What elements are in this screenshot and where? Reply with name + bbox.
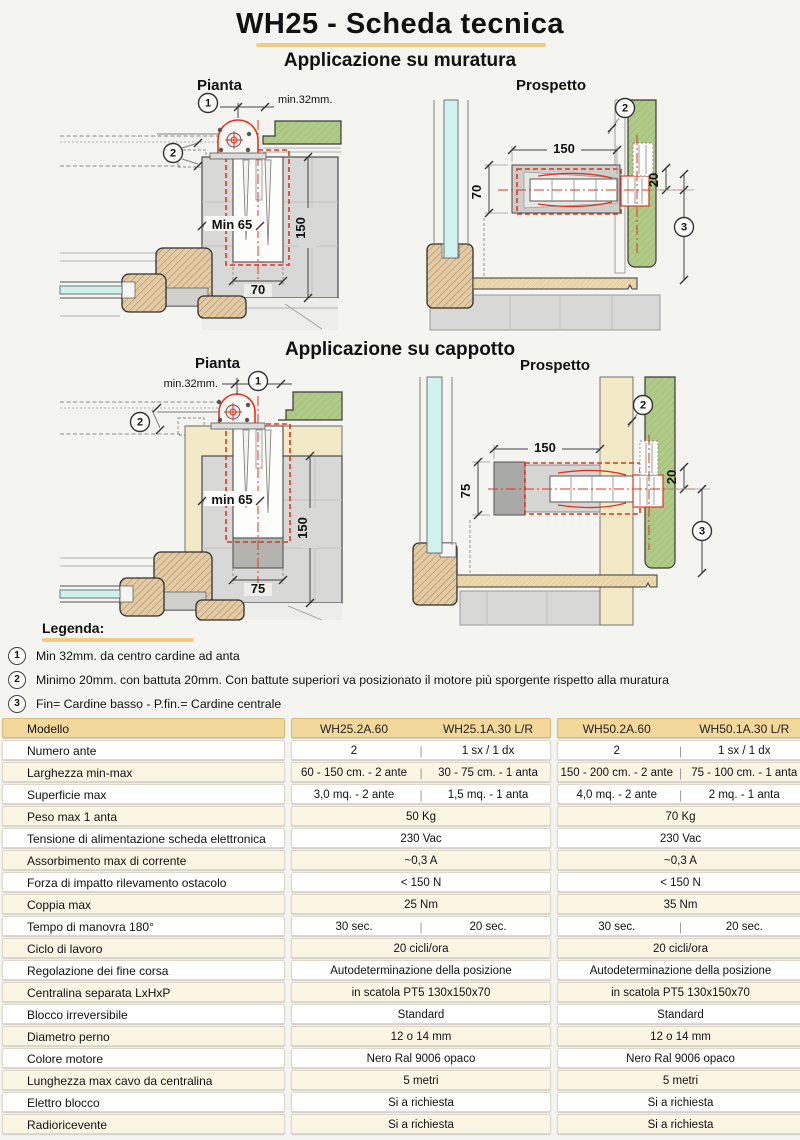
cell-value: Autodeterminazione della posizione bbox=[330, 965, 512, 977]
cell-value: 5 metri bbox=[662, 1075, 699, 1087]
row-values-wh50 bbox=[557, 1114, 800, 1134]
dim-min65 bbox=[198, 491, 264, 507]
cell-value: Si a richiesta bbox=[647, 1119, 714, 1131]
view-label-pianta-muratura: Pianta bbox=[197, 77, 243, 94]
cell-value: < 150 N bbox=[400, 877, 442, 889]
row-label: Peso max 1 anta bbox=[2, 806, 285, 826]
row-values-wh50 bbox=[557, 828, 800, 848]
cell-divider: | bbox=[419, 920, 423, 934]
row-values-wh50 bbox=[557, 894, 800, 914]
legend-title: Legenda: bbox=[42, 620, 105, 636]
ref-circle-3 bbox=[675, 218, 694, 237]
cell-value: in scatola PT5 130x150x70 bbox=[611, 987, 750, 999]
row-values-wh25 bbox=[291, 1026, 551, 1046]
row-label: Forza di impatto rilevamento ostacolo bbox=[2, 872, 285, 892]
row-label: Ciclo di lavoro bbox=[2, 938, 285, 958]
svg-text:75: 75 bbox=[250, 581, 266, 596]
title-underline bbox=[256, 43, 546, 47]
row-values-wh50 bbox=[557, 1026, 800, 1046]
row-values-wh25 bbox=[291, 850, 551, 870]
header-model: WH25.1A.30 L/R bbox=[442, 722, 534, 736]
row-label: Superficie max bbox=[2, 784, 285, 804]
cell-value: 20 cicli/ora bbox=[653, 943, 708, 955]
cell-divider: | bbox=[419, 766, 423, 780]
cell-value: 60 - 150 cm. - 2 ante bbox=[300, 767, 408, 779]
row-label: Radioricevente bbox=[2, 1114, 285, 1134]
table-row bbox=[0, 828, 800, 848]
cell-value: 2 mq. - 1 anta bbox=[708, 789, 780, 801]
window-sill bbox=[473, 278, 637, 289]
dim-min32 bbox=[220, 94, 332, 118]
table-row bbox=[0, 1026, 800, 1046]
cell-value: ~0,3 A bbox=[664, 855, 697, 867]
legend-ref-badge-2: 2 bbox=[8, 671, 26, 689]
legend-ref-badge-3: 3 bbox=[8, 695, 26, 713]
cell-divider: | bbox=[678, 766, 683, 780]
cell-value: in scatola PT5 130x150x70 bbox=[351, 987, 491, 999]
hinge-plan bbox=[211, 394, 265, 429]
drawing-prospetto-muratura bbox=[400, 88, 800, 333]
row-values-wh25 bbox=[291, 916, 551, 936]
cell-value: 1 sx / 1 dx bbox=[718, 745, 771, 757]
header-model: WH50.2A.60 bbox=[582, 722, 651, 736]
table-row bbox=[0, 982, 800, 1002]
window-frame-elevation bbox=[413, 377, 457, 605]
ref-circle-2 bbox=[634, 396, 653, 415]
svg-text:20: 20 bbox=[646, 172, 661, 188]
legend-underline bbox=[42, 638, 194, 642]
row-label: Centralina separata LxHxP bbox=[2, 982, 285, 1002]
row-values-wh50 bbox=[557, 740, 800, 760]
row-values-wh50 bbox=[557, 916, 800, 936]
ref-circle-2 bbox=[164, 144, 183, 163]
table-row bbox=[0, 740, 800, 760]
table-row bbox=[0, 894, 800, 914]
header-model: WH25.2A.60 bbox=[319, 722, 389, 736]
cell-value: 70 Kg bbox=[665, 811, 696, 823]
wall-elevation bbox=[460, 591, 602, 625]
ref-circle-1 bbox=[199, 94, 218, 113]
svg-text:2: 2 bbox=[621, 102, 629, 115]
drawing-pianta-muratura bbox=[60, 90, 400, 330]
svg-text:150: 150 bbox=[553, 141, 575, 156]
cell-value: ~0,3 A bbox=[404, 855, 438, 867]
cell-value: Si a richiesta bbox=[647, 1097, 714, 1109]
cell-value: Si a richiesta bbox=[388, 1119, 454, 1131]
table-row bbox=[0, 872, 800, 892]
view-label-prospetto-muratura: Prospetto bbox=[516, 77, 587, 94]
dim-75 bbox=[458, 458, 490, 573]
drawing-prospetto-cappotto bbox=[400, 365, 800, 625]
cell-divider: | bbox=[419, 788, 423, 802]
row-values-wh25 bbox=[291, 762, 551, 782]
row-values-wh50 bbox=[557, 982, 800, 1002]
window-sill bbox=[457, 575, 657, 587]
row-values-wh25 bbox=[291, 1070, 551, 1090]
svg-text:3: 3 bbox=[680, 221, 688, 234]
row-values-wh25 bbox=[291, 872, 551, 892]
row-label: Coppia max bbox=[2, 894, 285, 914]
svg-text:70: 70 bbox=[469, 184, 484, 200]
cell-value: 1,5 mq. - 1 anta bbox=[447, 789, 529, 801]
green-lintel-profile bbox=[263, 121, 341, 144]
table-row bbox=[0, 916, 800, 936]
table-header-row bbox=[0, 718, 800, 738]
glass-pane bbox=[444, 100, 458, 258]
row-values-wh25 bbox=[291, 828, 551, 848]
row-values-wh50 bbox=[557, 1004, 800, 1024]
svg-text:1: 1 bbox=[204, 97, 212, 110]
svg-text:2: 2 bbox=[169, 147, 177, 160]
header-group-wh50 bbox=[557, 718, 800, 738]
row-values-wh50 bbox=[557, 1092, 800, 1112]
cell-value: Nero Ral 9006 opaco bbox=[626, 1053, 735, 1065]
header-model: WH50.1A.30 L/R bbox=[699, 722, 790, 736]
row-values-wh50 bbox=[557, 872, 800, 892]
svg-text:2: 2 bbox=[639, 399, 647, 412]
table-row bbox=[0, 806, 800, 826]
row-values-wh25 bbox=[291, 960, 551, 980]
cell-value: 50 Kg bbox=[405, 811, 437, 823]
view-label-pianta-cappotto: Pianta bbox=[195, 355, 241, 372]
svg-text:1: 1 bbox=[254, 375, 262, 388]
svg-text:min 65: min 65 bbox=[211, 492, 253, 507]
row-label: Elettro blocco bbox=[2, 1092, 285, 1112]
green-lintel-profile bbox=[278, 392, 342, 420]
cell-value: 3,0 mq. - 2 ante bbox=[313, 789, 395, 801]
cell-value: Standard bbox=[657, 1009, 704, 1021]
cell-value: 35 Nm bbox=[663, 899, 698, 911]
table-row bbox=[0, 762, 800, 782]
glass-pane bbox=[427, 377, 442, 553]
table-body bbox=[0, 740, 800, 1134]
spec-table bbox=[0, 718, 800, 1136]
cell-value: 12 o 14 mm bbox=[650, 1031, 711, 1043]
cell-value: 20 sec. bbox=[469, 921, 507, 933]
row-values-wh25 bbox=[291, 1092, 551, 1112]
table-row bbox=[0, 784, 800, 804]
row-values-wh25 bbox=[291, 1004, 551, 1024]
row-values-wh50 bbox=[557, 850, 800, 870]
svg-text:150: 150 bbox=[293, 217, 308, 239]
cell-value: Standard bbox=[397, 1009, 445, 1021]
cell-value: 230 Vac bbox=[400, 833, 442, 845]
legend-item-2 bbox=[8, 671, 669, 689]
cell-value: 25 Nm bbox=[404, 899, 438, 911]
row-values-wh50 bbox=[557, 806, 800, 826]
cell-divider: | bbox=[678, 744, 683, 758]
row-label: Diametro perno bbox=[2, 1026, 285, 1046]
table-row bbox=[0, 1092, 800, 1112]
cell-value: Nero Ral 9006 opaco bbox=[366, 1053, 476, 1065]
ref-circle-1 bbox=[249, 372, 268, 391]
table-row bbox=[0, 960, 800, 980]
cell-value: 150 - 200 cm. - 2 ante bbox=[560, 767, 673, 779]
row-label: Regolazione dei fine corsa bbox=[2, 960, 285, 980]
ref-circle-2 bbox=[616, 99, 635, 118]
cell-divider: | bbox=[678, 788, 683, 802]
svg-text:20: 20 bbox=[664, 469, 679, 485]
section-heading-muratura: Applicazione su muratura bbox=[283, 50, 517, 71]
row-label: Lunghezza max cavo da centralina bbox=[2, 1070, 285, 1090]
cell-value: 20 sec. bbox=[725, 921, 763, 933]
row-values-wh50 bbox=[557, 762, 800, 782]
row-label: Assorbimento max di corrente bbox=[2, 850, 285, 870]
row-values-wh50 bbox=[557, 784, 800, 804]
ref-circle-2 bbox=[131, 413, 150, 432]
svg-text:min.32mm.: min.32mm. bbox=[163, 378, 218, 390]
table-row bbox=[0, 1004, 800, 1024]
row-label: Numero ante bbox=[2, 740, 285, 760]
cell-value: 2 bbox=[350, 745, 358, 757]
row-values-wh50 bbox=[557, 1048, 800, 1068]
row-values-wh50 bbox=[557, 938, 800, 958]
view-label-prospetto-cappotto: Prospetto bbox=[520, 357, 591, 374]
cell-value: 75 - 100 cm. - 1 anta bbox=[691, 767, 798, 779]
row-values-wh50 bbox=[557, 960, 800, 980]
svg-text:Min 65: Min 65 bbox=[211, 217, 253, 232]
row-values-wh25 bbox=[291, 740, 551, 760]
legend-item-text: Minimo 20mm. con battuta 20mm. Con battute superiori va posizionato il motore più sporgente rispetto alla muratura bbox=[36, 673, 669, 687]
legend-ref-badge-1: 1 bbox=[8, 647, 26, 665]
svg-text:75: 75 bbox=[458, 483, 473, 499]
glass-pane bbox=[60, 286, 122, 294]
header-group-wh25 bbox=[291, 718, 551, 738]
svg-text:150: 150 bbox=[295, 517, 310, 539]
cell-value: 230 Vac bbox=[659, 833, 702, 845]
row-values-wh25 bbox=[291, 894, 551, 914]
legend-item-3 bbox=[8, 695, 281, 713]
table-row bbox=[0, 850, 800, 870]
row-values-wh25 bbox=[291, 806, 551, 826]
row-values-wh25 bbox=[291, 1114, 551, 1134]
cell-divider: | bbox=[678, 920, 683, 934]
row-label: Blocco irreversibile bbox=[2, 1004, 285, 1024]
cell-value: Autodeterminazione della posizione bbox=[589, 965, 772, 977]
row-label: Tensione di alimentazione scheda elettronica bbox=[2, 828, 285, 848]
header-modello: Modello bbox=[2, 718, 285, 738]
legend-item-1 bbox=[8, 647, 240, 665]
row-label: Larghezza min-max bbox=[2, 762, 285, 782]
row-values-wh50 bbox=[557, 1070, 800, 1090]
page-title: WH25 - Scheda tecnica bbox=[236, 8, 564, 40]
dim-min32 bbox=[163, 375, 292, 395]
row-values-wh25 bbox=[291, 982, 551, 1002]
row-values-wh25 bbox=[291, 784, 551, 804]
row-values-wh25 bbox=[291, 938, 551, 958]
svg-text:min.32mm.: min.32mm. bbox=[278, 94, 333, 106]
dim-150 bbox=[490, 440, 604, 462]
row-label: Colore motore bbox=[2, 1048, 285, 1068]
window-frame-elevation bbox=[427, 100, 473, 308]
dim-min65 bbox=[198, 216, 264, 232]
table-row bbox=[0, 1070, 800, 1090]
table-row bbox=[0, 938, 800, 958]
glass-pane bbox=[60, 590, 120, 598]
cell-value: Si a richiesta bbox=[388, 1097, 454, 1109]
cell-value: 5 metri bbox=[403, 1075, 439, 1087]
cell-value: 2 bbox=[613, 745, 620, 757]
cell-value: 1 sx / 1 dx bbox=[461, 745, 515, 757]
row-values-wh25 bbox=[291, 1048, 551, 1068]
cell-value: 30 sec. bbox=[598, 921, 636, 933]
svg-text:2: 2 bbox=[136, 416, 144, 429]
row-label: Tempo di manovra 180° bbox=[2, 916, 285, 936]
cell-value: 20 cicli/ora bbox=[393, 943, 449, 955]
cell-value: 12 o 14 mm bbox=[390, 1031, 452, 1043]
cell-value: 30 sec. bbox=[335, 921, 373, 933]
drawing-pianta-cappotto bbox=[60, 368, 405, 620]
cell-value: 30 - 75 cm. - 1 anta bbox=[438, 767, 538, 779]
ref-circle-3 bbox=[693, 522, 712, 541]
table-row bbox=[0, 1114, 800, 1134]
svg-text:150: 150 bbox=[534, 440, 556, 455]
table-row bbox=[0, 1048, 800, 1068]
cell-divider: | bbox=[419, 744, 423, 758]
dim-70 bbox=[469, 161, 508, 276]
svg-text:3: 3 bbox=[698, 525, 706, 538]
section-heading-cappotto: Applicazione su cappotto bbox=[284, 339, 516, 360]
svg-text:70: 70 bbox=[250, 282, 266, 297]
legend-item-text: Min 32mm. da centro cardine ad anta bbox=[36, 649, 240, 663]
cell-value: < 150 N bbox=[660, 877, 701, 889]
legend-item-text: Fin= Cardine basso - P.fin.= Cardine centrale bbox=[36, 697, 282, 711]
cell-value: 4,0 mq. - 2 ante bbox=[576, 789, 658, 801]
